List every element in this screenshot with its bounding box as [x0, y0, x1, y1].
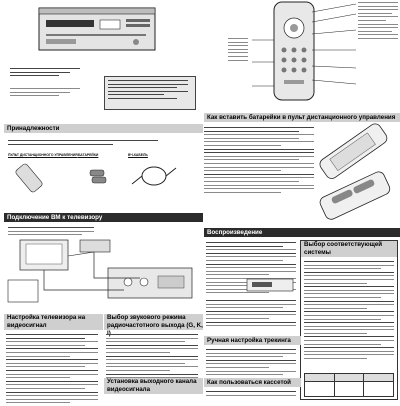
manual-tracking-text: [206, 349, 296, 378]
system-select-panel: [300, 240, 398, 400]
accessory-cable-label: ВЧ-КАБЕЛЬ: [128, 153, 148, 157]
playback-illustration: [246, 278, 294, 292]
system-select-text: [304, 261, 394, 362]
batteries-icon: [90, 170, 106, 183]
playback-steps: [206, 300, 296, 329]
tv-connection-heading: Подключение ВМ к телевизору: [4, 213, 203, 222]
cassette-text: [206, 391, 296, 398]
accessory-batteries-label: БАТАРЕЙКИ: [78, 153, 99, 157]
remote-callouts-left: [228, 38, 248, 63]
playback-heading: Воспроизведение: [204, 228, 400, 237]
sound-output-text: [106, 334, 198, 384]
warning-text: [10, 88, 80, 99]
remote-callouts: [358, 2, 398, 42]
connection-diagram: [8, 232, 198, 310]
accessories-heading: Принадлежности: [4, 124, 203, 133]
battery-text: [204, 127, 314, 195]
tuning-text: [6, 334, 98, 406]
output-channel-heading: Установка выходного канала видеосигнала: [104, 378, 203, 394]
remote-small-icon: [15, 163, 44, 193]
cassette-heading: Как пользоваться кассетой: [204, 378, 301, 387]
vcr-illustration: [38, 2, 156, 54]
safety-notice: [104, 76, 196, 110]
intro-text: [10, 68, 80, 79]
accessories-text: [8, 140, 158, 147]
vcr-drawing: [38, 2, 156, 54]
accessory-remote-label: ПУЛЬТ ДИСТАНЦИОННОГО УПРАВЛЕНИЯ: [8, 153, 78, 157]
battery-illustration: [310, 126, 398, 222]
manual-tracking-heading: Ручная настройка трекинга: [204, 336, 301, 345]
sound-output-heading: Выбор звукового режима радиочастотного выхода (G, K,: [104, 314, 203, 330]
system-table: [304, 373, 394, 397]
accessories-illustrations: [8, 158, 198, 192]
battery-heading: Как вставить батарейки в пульт дистанционного управления: [204, 113, 400, 122]
tuning-heading: Настройка телевизора на видеосигнал: [4, 314, 103, 330]
cable-icon: [132, 167, 176, 185]
system-select-heading: Выбор соответствующей системы: [301, 241, 397, 257]
